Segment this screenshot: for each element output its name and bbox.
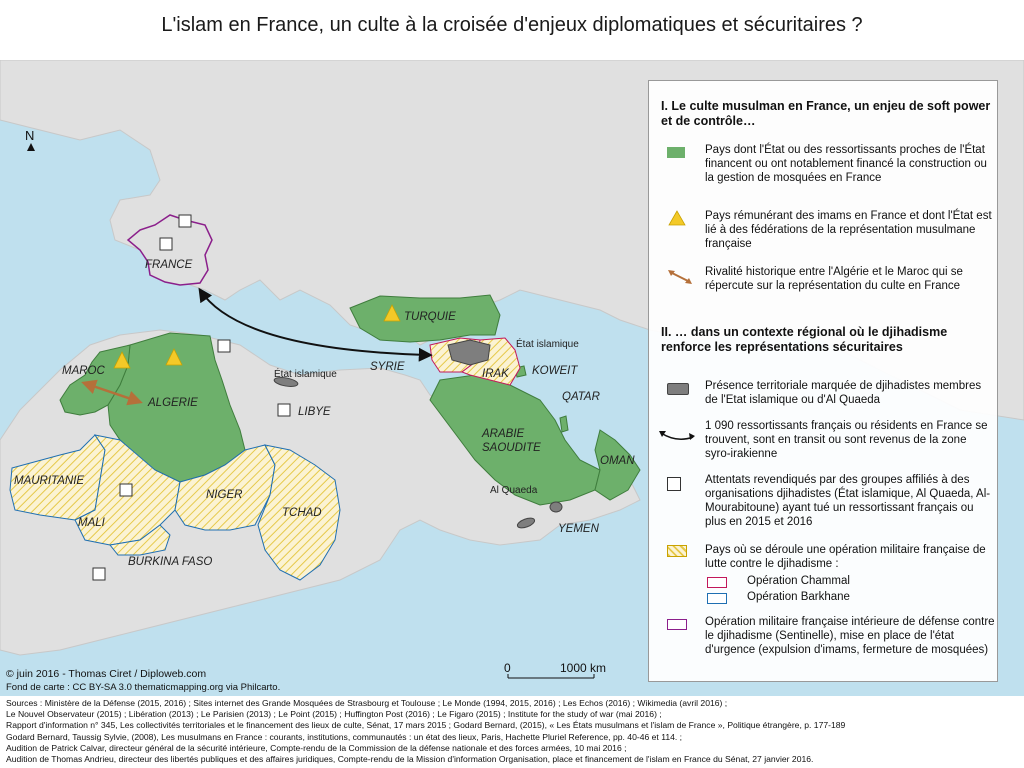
legend-rivalry-arrow-icon <box>667 269 693 285</box>
scale-max-label: 1000 km <box>560 661 607 675</box>
legend-attack-square <box>667 477 681 491</box>
credit-line-2: Fond de carte : CC BY-SA 3.0 thematicmapping.org via Philcarto. <box>6 682 281 693</box>
label-qatar: QATAR <box>562 391 600 403</box>
label-mali: MALI <box>78 517 105 529</box>
legend-sentinelle-swatch <box>667 619 687 630</box>
region-qatar <box>560 416 568 432</box>
label-arabie-2: SAOUDITE <box>482 442 541 454</box>
legend-item-chammal: Opération Chammal <box>747 575 850 587</box>
legend-item-attack: Attentats revendiqués par des groupes affiliés à des organisations djihadistes (État islamique, Al Quaeda, Al-Mourabitoune) ayant tué un ressortissant français ou plus en 2015 et 2016 <box>705 474 991 528</box>
legend-section-1-heading: I. Le culte musulman en France, un enjeu de soft power et de contrôle… <box>661 99 991 128</box>
label-mauritanie: MAURITANIE <box>14 475 85 487</box>
attack-square-cote-ivoire <box>93 568 105 580</box>
legend-item-daesh: Présence territoriale marquée de djihadistes membres de l'Etat islamique ou d'Al Quaeda <box>705 380 982 406</box>
legend-barkhane-swatch <box>707 593 727 604</box>
label-algerie: ALGERIE <box>148 397 198 409</box>
label-ei-syrie: État islamique <box>516 339 579 350</box>
label-maroc: MAROC <box>62 365 105 377</box>
zone-aqpa-1 <box>550 502 562 512</box>
legend-item-barkhane: Opération Barkhane <box>747 591 850 603</box>
map-title: L'islam en France, un culte à la croisée d'enjeux diplomatiques et sécuritaires ? <box>161 14 863 36</box>
source-line: Audition de Thomas Andrieu, directeur des libertés publiques et des affaires juridiques, Compte-rendu de la Mission d'information Organisation, place et financement de l'islam en France du Sénat, 27 janvier 2016. <box>6 754 814 765</box>
label-yemen: YEMEN <box>558 523 599 535</box>
label-niger: NIGER <box>206 489 243 501</box>
label-tchad: TCHAD <box>282 507 322 519</box>
attack-square-tunisie <box>218 340 230 352</box>
source-line: Le Nouvel Observateur (2015) ; Libération (2013) ; Le Parisien (2013) ; Le Point (2015) ; Huffington Post (2016) ; Le Figaro (2015) ; Institute for the study of war (mai 2016) ; <box>6 709 662 720</box>
legend-daesh-swatch <box>667 383 689 395</box>
label-syrie: SYRIE <box>370 361 405 373</box>
legend-item-triangle: Pays rémunérant des imams en France et dont l'État est lié à des fédérations de la représentation musulmane française <box>705 210 992 250</box>
label-alqaeda: Al Quaeda <box>490 485 538 496</box>
source-line: Audition de Patrick Calvar, directeur général de la sécurité intérieure, Compte-rendu de la Commission de la défense nationale et des forces armées, 10 mai 2016 ; <box>6 742 627 753</box>
legend-hatch-swatch <box>667 545 687 557</box>
source-line: Godard Bernard, Taussig Sylvie, (2008), Les musulmans en France : courants, institutions, communautés : un état des lieux, Paris, Hachette Pluriel Reference, pp. 40-46 et 114. ; <box>6 731 683 742</box>
legend-chammal-swatch <box>707 577 727 588</box>
label-ei-libye: État islamique <box>274 369 337 380</box>
legend-item-sentinelle: Opération militaire française intérieure de défense contre le djihadisme (Sentinelle), mise en place de l'état d'urgence (expulsion d'imams, fermeture de mosquées) <box>705 616 995 656</box>
legend-section-2-heading: II. … dans un contexte régional où le djihadisme renforce les représentations sécuritaires <box>661 325 948 354</box>
legend-item-flow: 1 090 ressortissants français ou résidents en France se trouvent, sont en transit ou sont revenus de la zone syro-irakienne <box>705 420 988 460</box>
label-france: FRANCE <box>145 259 193 271</box>
source-line: Rapport d'information n° 345, Les collectivités territoriales et le financement des lieux de culte, Sénat, 17 mars 2015 ; Godard Bernard, (2015), « Les États musulmans et l'islam de France », Politique étrangère, p. 177-189 <box>6 720 846 731</box>
source-line: Sources : Ministère de la Défense (2015, 2016) ; Sites internet des Grande Mosquées de Strasbourg et Toulouse ; Le Monde (1994, 2015, 2016) ; Les Echos (2016) ; Wikimedia (avril 2016) ; <box>6 698 728 708</box>
label-oman: OMAN <box>600 455 635 467</box>
attack-square-france-1 <box>179 215 191 227</box>
legend-item-hatch: Pays où se déroule une opération militaire française de lutte contre le djihadisme : <box>705 544 986 570</box>
legend-green-swatch <box>667 147 685 158</box>
legend-triangle-icon <box>667 209 687 227</box>
attack-square-france-2 <box>160 238 172 250</box>
label-libye: LIBYE <box>298 406 331 418</box>
legend-panel <box>648 80 998 682</box>
label-koweit: KOWEIT <box>532 365 578 377</box>
label-arabie-1: ARABIE <box>482 428 525 440</box>
map-credit <box>6 668 280 694</box>
legend-item-green: Pays dont l'État ou des ressortissants proches de l'État financent ou ont notablement financé la construction ou la gestion de mosquées en France <box>705 144 987 184</box>
attack-square-mali <box>120 484 132 496</box>
scale-zero-label: 0 <box>504 661 511 675</box>
label-turquie: TURQUIE <box>404 311 456 323</box>
sources-block <box>6 698 1022 765</box>
label-burkina: BURKINA FASO <box>128 556 213 568</box>
legend-flow-arrow-icon <box>657 427 697 443</box>
north-label: N <box>25 128 35 143</box>
attack-square-libye <box>278 404 290 416</box>
credit-line-1: © juin 2016 - Thomas Ciret / Diploweb.com <box>6 668 207 680</box>
label-irak: IRAK <box>482 368 509 380</box>
legend-item-arrow: Rivalité historique entre l'Algérie et le Maroc qui se répercute sur la représentation du culte en France <box>705 266 963 292</box>
